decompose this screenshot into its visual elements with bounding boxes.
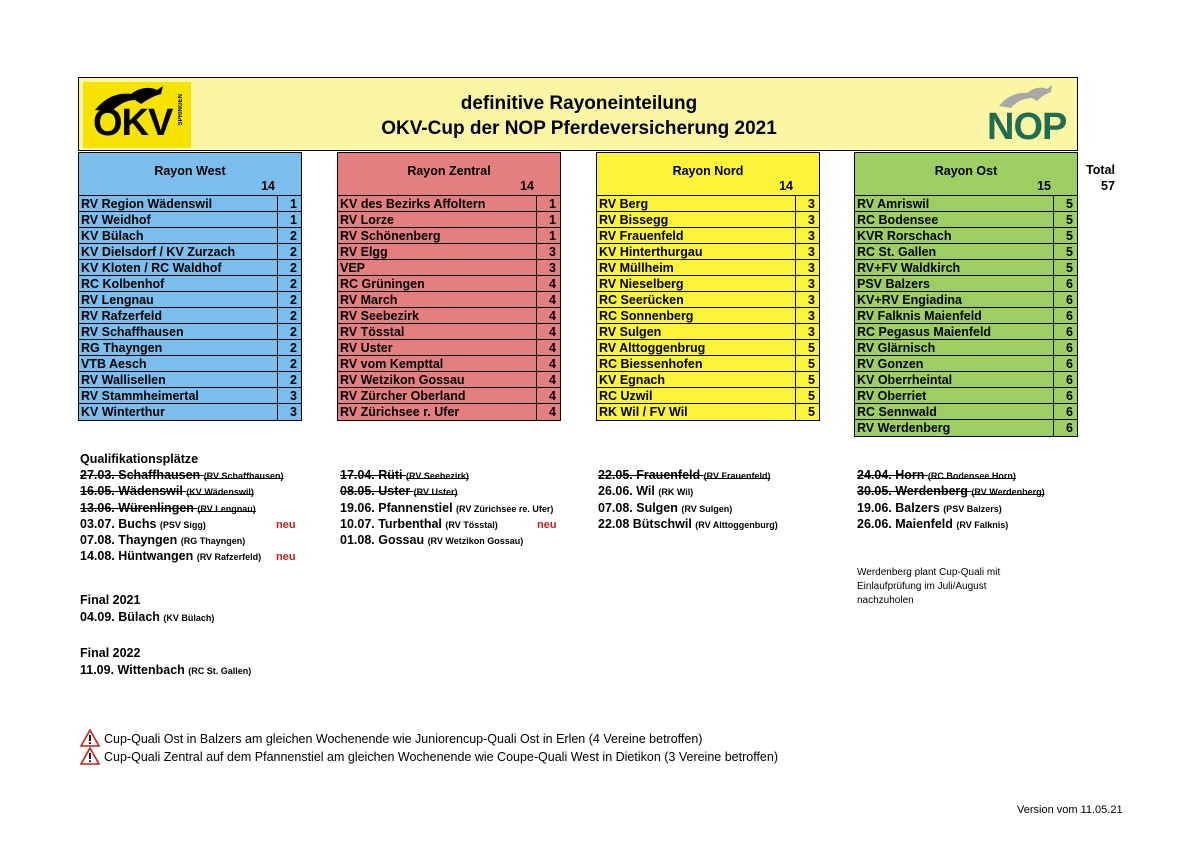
qualification-organizer: (RC Bodensee Horn) <box>927 471 1016 481</box>
final-2022-date: 11.09. Wittenbach (RC St. Gallen) <box>80 663 252 677</box>
qualification-entry <box>80 501 284 517</box>
club-number: 3 <box>795 196 819 212</box>
club-number: 4 <box>536 340 560 356</box>
rayon-count: 14 <box>520 179 534 193</box>
qualification-zentral <box>340 468 557 549</box>
club-name: RC St. Gallen <box>855 244 1053 260</box>
qualification-entry <box>598 501 778 517</box>
club-row <box>855 404 1077 420</box>
qualification-organizer: (RV Tösstal) <box>445 519 498 530</box>
version-label: Version vom 11.05.21 <box>1017 804 1123 816</box>
club-row <box>338 244 560 260</box>
club-row <box>338 340 560 356</box>
qualification-place: 16.05. Wädenswil <box>80 484 183 499</box>
club-name: RC Bodensee <box>855 212 1053 228</box>
club-name: VEP <box>338 260 536 276</box>
total-label: Total <box>1086 163 1115 177</box>
club-row <box>855 244 1077 260</box>
rayon-club-list <box>855 195 1077 436</box>
club-row <box>597 228 819 244</box>
new-badge: neu <box>537 518 557 531</box>
club-number: 3 <box>795 292 819 308</box>
club-row <box>597 340 819 356</box>
club-row <box>338 356 560 372</box>
club-name: RV Nieselberg <box>597 276 795 292</box>
club-row <box>338 292 560 308</box>
club-name: KV Dielsdorf / KV Zurzach <box>79 244 277 260</box>
club-number: 3 <box>795 244 819 260</box>
qualification-place: 24.04. Horn <box>857 468 925 482</box>
club-name: RC Sonnenberg <box>597 308 795 324</box>
qualification-organizer: (RV Wetzikon Gossau) <box>427 536 524 547</box>
club-row <box>79 372 301 388</box>
club-number: 4 <box>536 292 560 308</box>
club-row <box>79 244 301 260</box>
club-name: RC Seerücken <box>597 292 795 308</box>
qualification-organizer: (KV Wädenswil) <box>186 487 254 498</box>
qualification-place: 22.08 Bütschwil <box>598 516 692 531</box>
qualification-organizer: (PSV Sigg) <box>159 519 206 530</box>
club-name: RV vom Kempttal <box>338 356 536 372</box>
club-number: 3 <box>795 260 819 276</box>
qualification-entry <box>80 516 296 533</box>
rayon-title: Rayon Nord <box>597 152 819 178</box>
club-row <box>79 260 301 276</box>
club-name: RC Sennwald <box>855 404 1053 420</box>
club-row <box>855 260 1077 276</box>
club-row <box>338 324 560 340</box>
warning-icon <box>80 729 100 747</box>
qualification-ost <box>857 468 1045 533</box>
club-number: 3 <box>277 388 301 404</box>
club-number: 1 <box>536 196 560 212</box>
club-number: 2 <box>277 372 301 388</box>
club-name: RV Zürcher Oberland <box>338 388 536 404</box>
qualification-place: 07.08. Sulgen <box>598 500 678 515</box>
qualification-organizer: (RV Rafzerfeld) <box>196 552 262 563</box>
club-row <box>79 212 301 228</box>
club-number: 2 <box>277 292 301 308</box>
nop-logo: NOP <box>987 84 1067 146</box>
qualification-west <box>80 468 296 566</box>
club-number: 4 <box>536 404 560 420</box>
qualification-organizer: (RV Sulgen) <box>681 503 733 514</box>
club-row <box>338 260 560 276</box>
club-number: 2 <box>277 260 301 276</box>
club-number: 6 <box>1053 388 1077 404</box>
club-number: 4 <box>536 276 560 292</box>
club-row <box>597 356 819 372</box>
rayon-west-table <box>78 152 302 421</box>
club-name: RV Glärnisch <box>855 340 1053 356</box>
club-number: 5 <box>795 372 819 388</box>
qualification-organizer: (RK Wil) <box>658 487 694 498</box>
club-row <box>79 196 301 212</box>
qualification-entry <box>80 468 284 484</box>
page-title: definitive Rayoneinteilung <box>460 93 698 114</box>
qualification-organizer: (RV Schaffhausen) <box>203 471 284 481</box>
club-name: RV Amriswil <box>855 196 1053 212</box>
club-number: 6 <box>1053 404 1077 420</box>
qualification-place: 26.06. Maienfeld <box>857 516 953 531</box>
qualification-place: 08.05. Uster <box>340 484 411 499</box>
club-row <box>855 292 1077 308</box>
qualification-entry <box>340 516 557 533</box>
club-row <box>79 276 301 292</box>
qualification-organizer: (RV Falknis) <box>956 519 1009 530</box>
club-name: RV Oberriet <box>855 388 1053 404</box>
club-number: 5 <box>1053 196 1077 212</box>
warning-icon <box>80 747 100 765</box>
club-name: RV Schönenberg <box>338 228 536 244</box>
club-row <box>597 388 819 404</box>
qualification-organizer: (RV Frauenfeld) <box>703 471 771 481</box>
rayon-count: 14 <box>261 179 275 193</box>
club-number: 3 <box>536 244 560 260</box>
club-name: RV+FV Waldkirch <box>855 260 1053 276</box>
club-row <box>79 308 301 324</box>
final-2021-date: 04.09. Bülach (KV Bülach) <box>80 610 215 624</box>
club-name: RV Lengnau <box>79 292 277 308</box>
club-name: VTB Aesch <box>79 356 277 372</box>
club-name: KV des Bezirks Affoltern <box>338 196 536 212</box>
club-row <box>597 196 819 212</box>
rayon-ost-table <box>854 152 1078 437</box>
club-row <box>855 228 1077 244</box>
club-name: RV Werdenberg <box>855 420 1053 436</box>
club-row <box>338 308 560 324</box>
club-name: RC Kolbenhof <box>79 276 277 292</box>
qualification-entry <box>857 517 1045 533</box>
club-number: 3 <box>795 276 819 292</box>
qualification-organizer: (RV Zürichsee re. Ufer) <box>456 503 554 514</box>
rayon-title: Rayon Ost <box>855 152 1077 178</box>
club-row <box>855 212 1077 228</box>
club-name: RV Weidhof <box>79 212 277 228</box>
club-row <box>597 212 819 228</box>
club-row <box>855 388 1077 404</box>
club-name: RK Wil / FV Wil <box>597 404 795 420</box>
club-row <box>338 212 560 228</box>
club-name: RV Lorze <box>338 212 536 228</box>
club-name: KV Egnach <box>597 372 795 388</box>
club-row <box>338 388 560 404</box>
club-name: RV Rafzerfeld <box>79 308 277 324</box>
club-number: 6 <box>1053 420 1077 436</box>
final-2022-title: Final 2022 <box>80 646 141 660</box>
club-name: RV Müllheim <box>597 260 795 276</box>
club-number: 5 <box>1053 244 1077 260</box>
qualification-place: 22.05. Frauenfeld <box>598 468 701 482</box>
qualification-organizer: (RV Lengnau) <box>197 503 256 514</box>
qualification-entry <box>80 549 296 565</box>
club-name: RV Bissegg <box>597 212 795 228</box>
club-row <box>855 372 1077 388</box>
club-name: KV Oberrheintal <box>855 372 1053 388</box>
qualification-place: 03.07. Buchs <box>80 516 157 531</box>
club-number: 2 <box>277 308 301 324</box>
qualification-organizer: (RV Alttoggenburg) <box>695 519 778 530</box>
club-number: 2 <box>277 244 301 260</box>
club-number: 5 <box>795 356 819 372</box>
qualification-organizer: (RV Seebezirk) <box>406 471 469 481</box>
club-number: 2 <box>277 324 301 340</box>
club-number: 6 <box>1053 276 1077 292</box>
club-row <box>597 244 819 260</box>
club-name: RG Thayngen <box>79 340 277 356</box>
club-row <box>855 340 1077 356</box>
qualification-entry <box>598 517 778 533</box>
club-row <box>79 356 301 372</box>
club-row <box>597 260 819 276</box>
club-row <box>597 404 819 420</box>
club-name: RC Pegasus Maienfeld <box>855 324 1053 340</box>
club-row <box>79 292 301 308</box>
club-row <box>855 308 1077 324</box>
club-name: RV Frauenfeld <box>597 228 795 244</box>
club-number: 5 <box>795 404 819 420</box>
club-row <box>79 388 301 404</box>
qualification-entry <box>857 484 1045 500</box>
club-number: 2 <box>277 276 301 292</box>
rayon-club-list <box>79 195 301 420</box>
club-name: RV Alttoggenbrug <box>597 340 795 356</box>
club-row <box>597 292 819 308</box>
qualification-entry <box>80 484 284 500</box>
qualification-place: 17.04. Rüti <box>340 468 403 482</box>
club-name: RV Gonzen <box>855 356 1053 372</box>
club-number: 6 <box>1053 372 1077 388</box>
okv-logo: OKV SPRINGEN <box>83 82 191 148</box>
club-number: 6 <box>1053 356 1077 372</box>
page-subtitle: OKV-Cup der NOP Pferdeversicherung 2021 <box>381 118 777 139</box>
club-number: 5 <box>1053 228 1077 244</box>
club-name: KVR Rorschach <box>855 228 1053 244</box>
club-number: 1 <box>277 212 301 228</box>
qualification-place: 19.06. Pfannenstiel <box>340 500 453 515</box>
club-name: RV Zürichsee r. Ufer <box>338 404 536 420</box>
qualification-entry <box>598 484 778 500</box>
club-name: RV Region Wädenswil <box>79 196 277 212</box>
club-name: KV Winterthur <box>79 404 277 420</box>
club-name: RV Uster <box>338 340 536 356</box>
qualification-place: 10.07. Turbenthal <box>340 516 442 531</box>
rayon-count: 14 <box>779 179 793 193</box>
qualification-organizer: (RV Werdenberg) <box>971 487 1045 498</box>
club-number: 1 <box>536 228 560 244</box>
club-number: 6 <box>1053 308 1077 324</box>
qualification-organizer: (RV Uster) <box>413 487 458 498</box>
club-number: 2 <box>277 228 301 244</box>
qualification-title: Qualifikationsplätze <box>80 452 199 466</box>
club-name: RC Uzwil <box>597 388 795 404</box>
qualification-entry <box>340 501 553 517</box>
club-name: RV Schaffhausen <box>79 324 277 340</box>
qualification-place: 13.06. Würenlingen <box>80 500 194 515</box>
club-row <box>597 372 819 388</box>
club-row <box>338 276 560 292</box>
club-row <box>597 308 819 324</box>
club-row <box>79 404 301 420</box>
club-name: RV Tösstal <box>338 324 536 340</box>
qualification-entry <box>340 533 553 549</box>
club-row <box>855 196 1077 212</box>
club-number: 6 <box>1053 292 1077 308</box>
club-row <box>855 324 1077 340</box>
club-row <box>338 196 560 212</box>
club-name: RV Sulgen <box>597 324 795 340</box>
club-number: 2 <box>277 356 301 372</box>
club-number: 3 <box>277 404 301 420</box>
club-row <box>597 324 819 340</box>
club-number: 4 <box>536 308 560 324</box>
club-name: RV March <box>338 292 536 308</box>
club-name: RV Wallisellen <box>79 372 277 388</box>
qualification-organizer: (PSV Balzers) <box>943 503 1002 514</box>
new-badge: neu <box>276 518 296 531</box>
club-name: RV Wetzikon Gossau <box>338 372 536 388</box>
qualification-entry <box>857 501 1045 517</box>
club-number: 4 <box>536 388 560 404</box>
club-number: 2 <box>277 340 301 356</box>
rayon-count: 15 <box>1037 179 1051 193</box>
club-name: RV Falknis Maienfeld <box>855 308 1053 324</box>
club-row <box>338 404 560 420</box>
club-number: 5 <box>795 340 819 356</box>
rayon-title: Rayon Zentral <box>338 152 560 178</box>
club-row <box>338 228 560 244</box>
club-number: 5 <box>1053 212 1077 228</box>
qualification-entry <box>857 468 1045 484</box>
club-row <box>79 228 301 244</box>
club-number: 3 <box>536 260 560 276</box>
club-row <box>338 372 560 388</box>
club-row <box>855 356 1077 372</box>
club-number: 5 <box>795 388 819 404</box>
club-number: 4 <box>536 372 560 388</box>
qualification-place: 19.06. Balzers <box>857 500 940 515</box>
club-row <box>855 276 1077 292</box>
club-row <box>79 340 301 356</box>
rayon-club-list <box>597 195 819 420</box>
new-badge: neu <box>276 551 296 564</box>
club-number: 4 <box>536 324 560 340</box>
qualification-place: 01.08. Gossau <box>340 533 425 548</box>
total-value: 57 <box>1101 179 1115 193</box>
club-row <box>79 324 301 340</box>
club-number: 5 <box>1053 260 1077 276</box>
club-number: 6 <box>1053 340 1077 356</box>
club-number: 3 <box>795 308 819 324</box>
rayon-nord-table <box>596 152 820 421</box>
qualification-entry <box>340 468 553 484</box>
club-name: KV+RV Engiadina <box>855 292 1053 308</box>
club-number: 4 <box>536 356 560 372</box>
club-number: 3 <box>795 324 819 340</box>
club-name: RC Biessenhofen <box>597 356 795 372</box>
club-number: 1 <box>536 212 560 228</box>
club-number: 1 <box>277 196 301 212</box>
club-row <box>855 420 1077 436</box>
rayon-title: Rayon West <box>79 152 301 178</box>
rayon-zentral-table <box>337 152 561 421</box>
qualification-place: 27.03. Schaffhausen <box>80 468 201 482</box>
club-number: 3 <box>795 228 819 244</box>
club-name: KV Bülach <box>79 228 277 244</box>
final-2021-title: Final 2021 <box>80 593 141 607</box>
werdenberg-note: Werdenberg plant Cup-Quali mit Einlaufprüfung im Juli/August nachzuholen <box>857 567 1001 606</box>
club-name: RV Stammheimertal <box>79 388 277 404</box>
club-number: 6 <box>1053 324 1077 340</box>
qualification-place: 07.08. Thayngen <box>80 533 178 548</box>
club-row <box>597 276 819 292</box>
club-name: KV Hinterthurgau <box>597 244 795 260</box>
qualification-place: 14.08. Hüntwangen <box>80 549 194 564</box>
qualification-place: 30.05. Werdenberg <box>857 484 968 499</box>
club-name: KV Kloten / RC Waldhof <box>79 260 277 276</box>
qualification-entry <box>80 533 284 549</box>
club-name: RV Berg <box>597 196 795 212</box>
club-name: RV Seebezirk <box>338 308 536 324</box>
qualification-nord <box>598 468 778 533</box>
qualification-entry <box>340 484 553 500</box>
club-name: RC Grüningen <box>338 276 536 292</box>
rayon-club-list <box>338 195 560 420</box>
club-name: PSV Balzers <box>855 276 1053 292</box>
qualification-place: 26.06. Wil <box>598 484 655 499</box>
qualification-entry <box>598 468 778 484</box>
qualification-organizer: (RG Thayngen) <box>180 536 246 547</box>
header-banner <box>78 77 1078 151</box>
club-number: 3 <box>795 212 819 228</box>
club-name: RV Elgg <box>338 244 536 260</box>
